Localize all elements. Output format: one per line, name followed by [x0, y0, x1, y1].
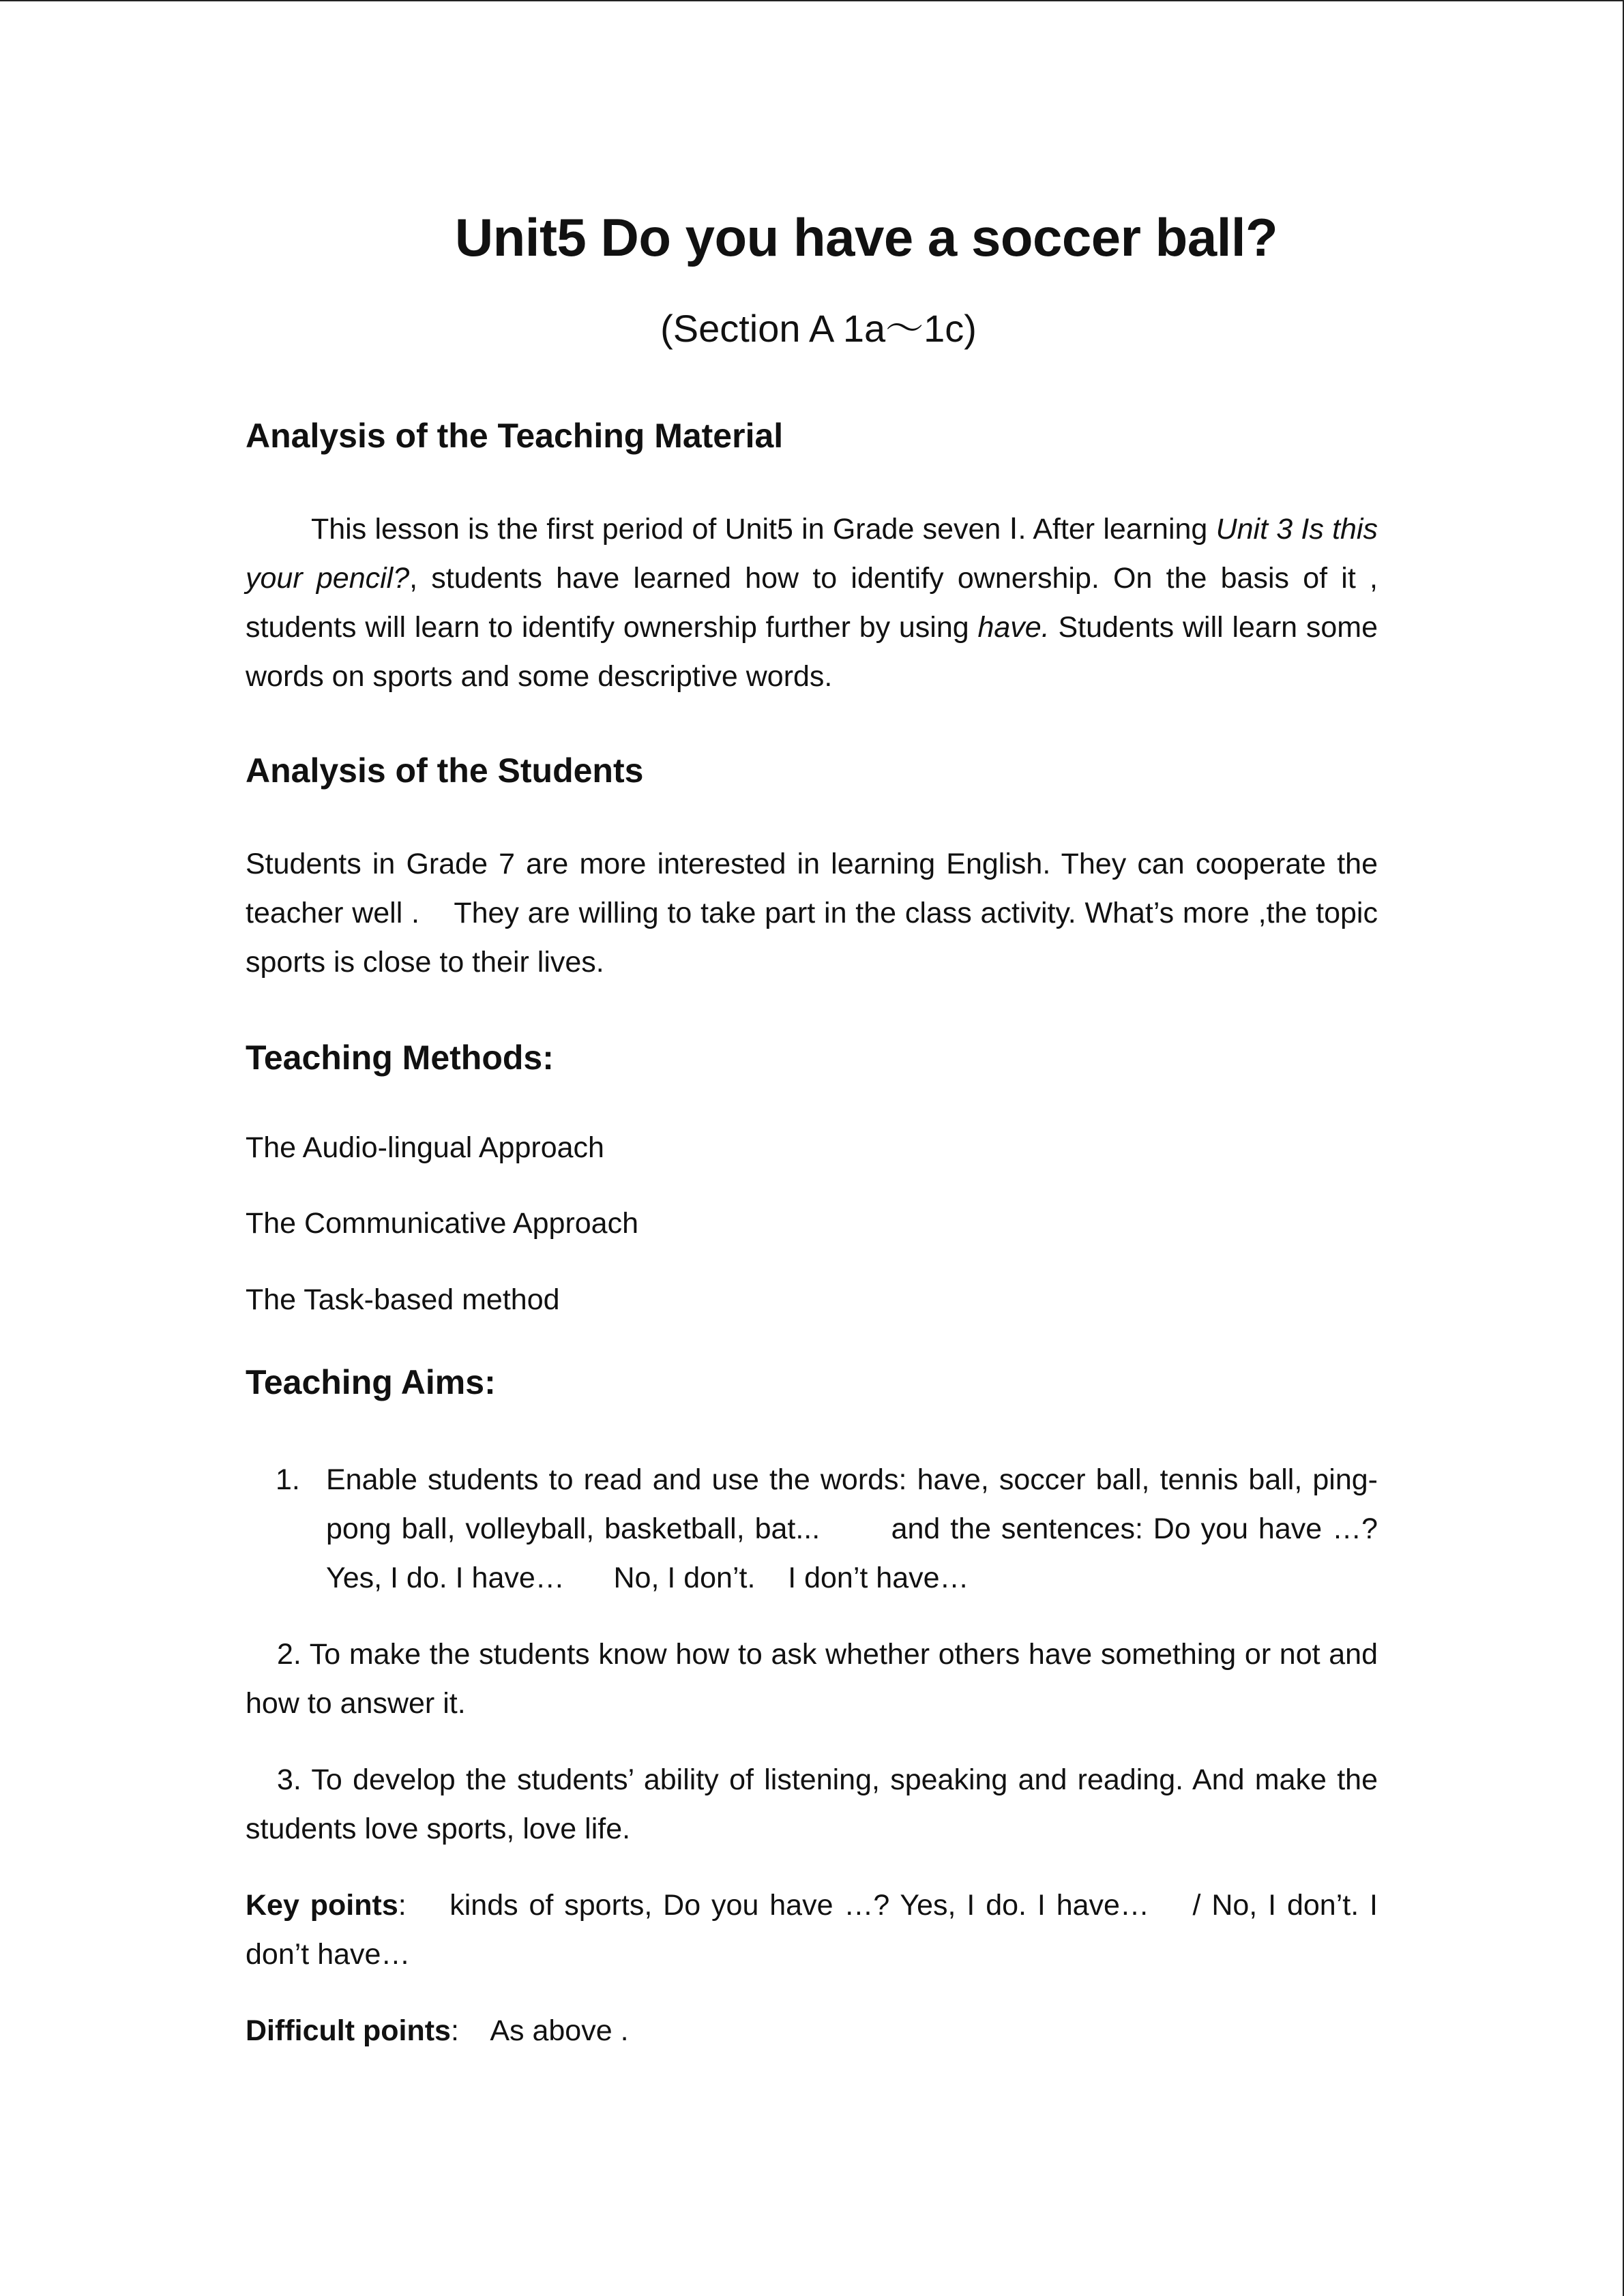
key-points	[246, 1881, 1386, 1979]
method-item: The Audio-lingual Approach	[246, 1131, 604, 1164]
material-keyword-have: have.	[977, 610, 1050, 644]
difficult-points	[246, 2006, 1378, 2055]
heading-teaching-material: Analysis of the Teaching Material	[246, 416, 784, 455]
heading-teaching-aims: Teaching Aims:	[246, 1362, 496, 1401]
aim-item-1-text: Enable students to read and use the words: have, soccer ball, tennis ball, ping-pong ball, volleyball, basketball, bat... and the sentences: Do you have …? Yes, I do. I have… No, I don’t. I don’t have…	[326, 1463, 1386, 1594]
key-points-text: : kinds of sports, Do you have …? Yes, I do. I have… / No, I don’t. I don’t have…	[246, 1888, 1386, 1971]
page-subtitle: (Section A 1a～1c)	[660, 306, 977, 350]
heading-students: Analysis of the Students	[246, 751, 644, 790]
material-text-a: This lesson is the first period of Unit5 in Grade seven Ⅰ. After learning	[311, 512, 1216, 546]
aim-item-1	[246, 1455, 1386, 1602]
document-content	[246, 206, 1386, 2055]
material-text-e: Students will learn some words on sports and some descriptive words.	[246, 610, 1378, 693]
aim-item-1-number: 1.	[276, 1463, 300, 1496]
methods-list	[246, 1131, 1378, 1318]
method-item: The Communicative Approach	[246, 1207, 639, 1240]
difficult-points-text: : As above .	[450, 2014, 629, 2047]
material-unit-reference: Unit 3 Is this your pencil?	[246, 512, 1378, 595]
method-item: The Task-based method	[246, 1283, 560, 1316]
page-title: Unit5 Do you have a soccer ball?	[454, 207, 1278, 267]
difficult-points-label: Difficult points	[246, 2014, 451, 2047]
material-text-c: , students have learned how to identify ownership. On the basis of it , students will learn to identify ownership further by using	[246, 561, 1378, 644]
paragraph-teaching-material	[246, 505, 1378, 701]
aims-list	[246, 1455, 1386, 1602]
key-points-label: Key points	[246, 1888, 398, 1922]
heading-teaching-methods: Teaching Methods:	[246, 1038, 554, 1077]
aim-item-3: 3. To develop the students’ ability of listening, speaking and reading. And make the students love sports, love life.	[246, 1763, 1378, 1845]
aim-item-2: 2. To make the students know how to ask whether others have something or not and how to answer it.	[246, 1637, 1378, 1720]
paragraph-students: Students in Grade 7 are more interested in learning English. They can cooperate the teacher well . They are willing to take part in the class activity. What’s more ,the topic sports is close to their lives.	[246, 847, 1386, 979]
